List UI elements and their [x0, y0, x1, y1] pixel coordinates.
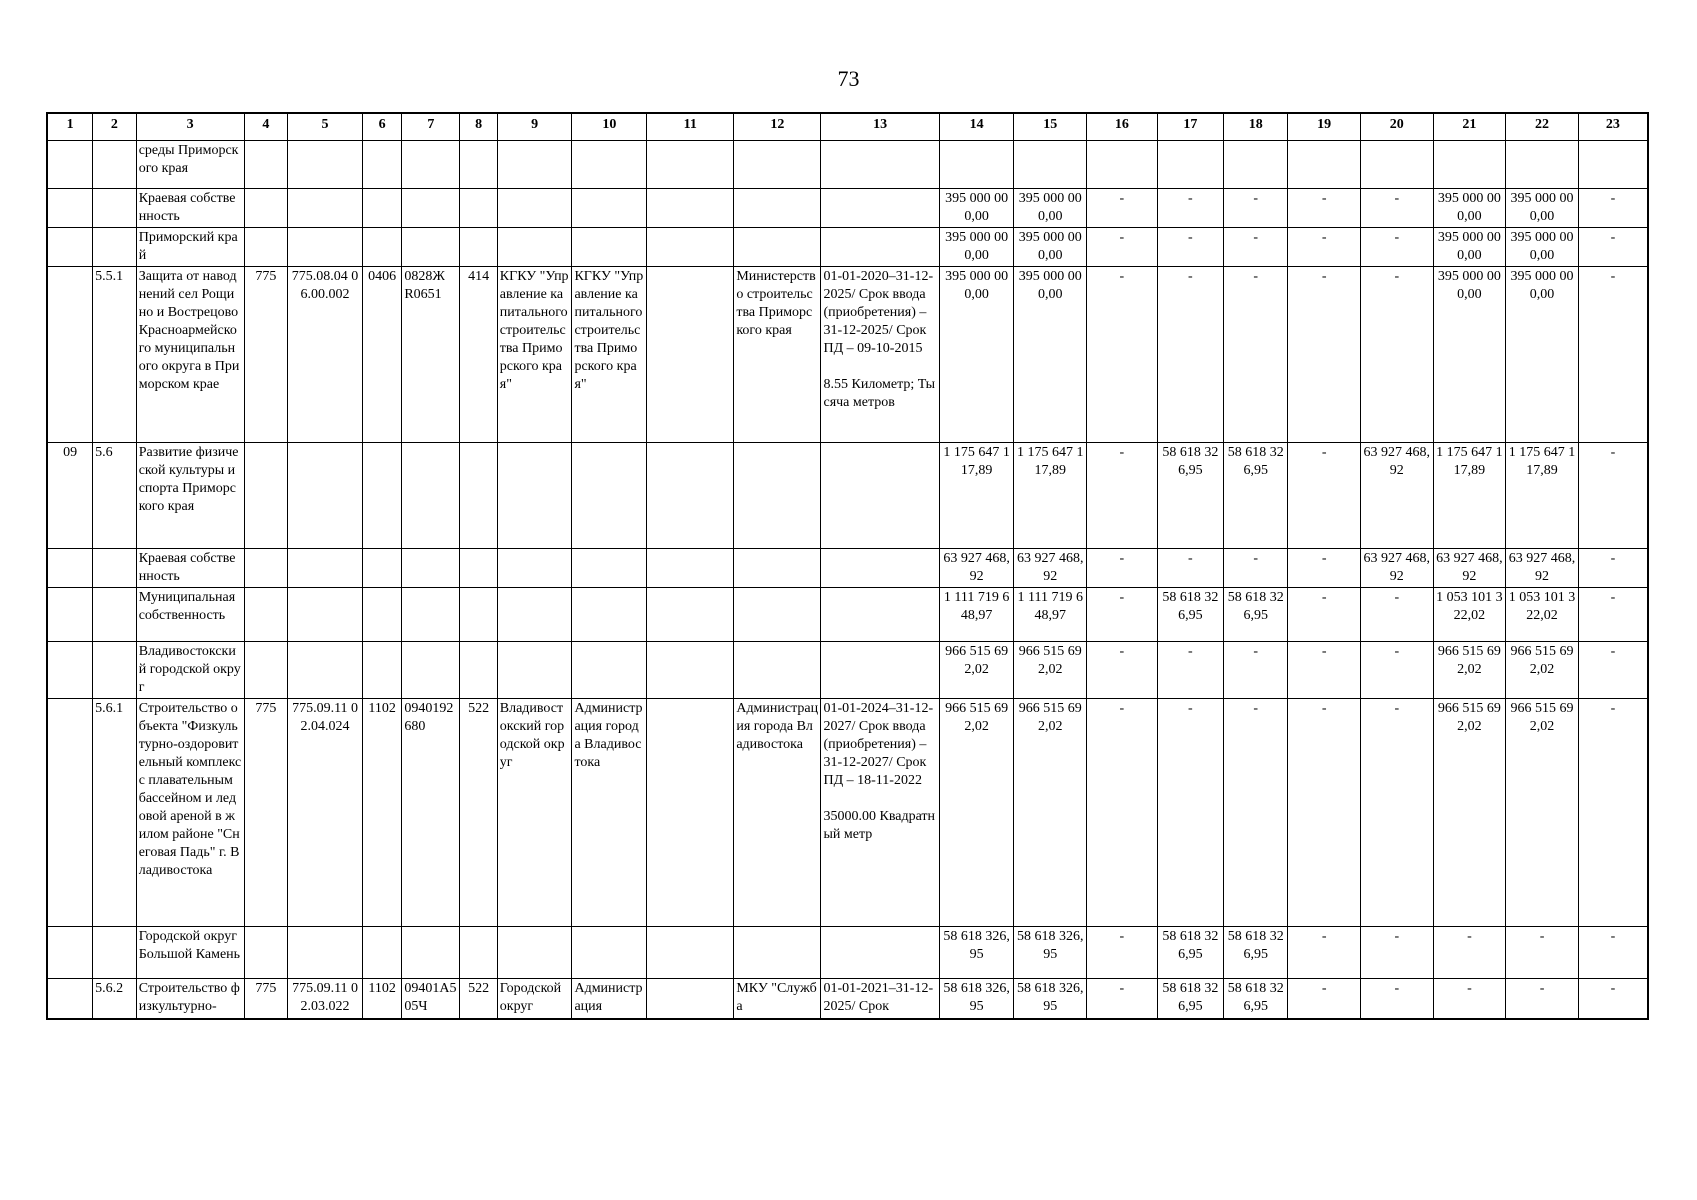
table-cell: 09401А505Ч	[402, 979, 460, 1019]
table-cell: 395 000 000,00	[1433, 228, 1506, 267]
column-header: 4	[244, 113, 288, 141]
table-cell: 522	[460, 699, 497, 927]
table-cell	[647, 699, 734, 927]
table-cell: 395 000 000,00	[1014, 228, 1087, 267]
table-cell: 1 053 101 322,02	[1506, 588, 1579, 642]
table-cell: 966 515 692,02	[1014, 699, 1087, 927]
table-cell	[362, 228, 401, 267]
table-cell: 63 927 468,92	[1506, 549, 1579, 588]
table-cell: -	[1578, 549, 1648, 588]
table-row	[47, 588, 1648, 642]
table-cell	[288, 549, 363, 588]
table-cell	[460, 588, 497, 642]
table-cell: 58 618 326,95	[1224, 443, 1288, 549]
table-cell	[402, 588, 460, 642]
table-cell	[647, 927, 734, 979]
table-cell	[497, 588, 572, 642]
table-cell	[288, 443, 363, 549]
table-cell	[362, 642, 401, 699]
budget-table	[46, 112, 1649, 1020]
table-cell: Администрация	[572, 979, 647, 1019]
table-cell	[1578, 141, 1648, 189]
table-cell	[244, 189, 288, 228]
table-cell	[647, 549, 734, 588]
table-cell	[93, 228, 137, 267]
table-cell	[647, 642, 734, 699]
table-cell: 1 175 647 117,89	[1014, 443, 1087, 549]
table-cell	[362, 549, 401, 588]
table-cell	[572, 549, 647, 588]
table-row	[47, 979, 1648, 1019]
table-cell: -	[1157, 267, 1223, 443]
table-cell	[47, 228, 93, 267]
table-cell	[93, 927, 137, 979]
column-header: 1	[47, 113, 93, 141]
table-row	[47, 699, 1648, 927]
table-cell: 395 000 000,00	[1014, 267, 1087, 443]
table-cell: 395 000 000,00	[1014, 189, 1087, 228]
table-cell	[497, 549, 572, 588]
table-cell: -	[1224, 189, 1288, 228]
table-cell: -	[1087, 588, 1158, 642]
table-row	[47, 189, 1648, 228]
table-cell	[1288, 141, 1361, 189]
table-row	[47, 549, 1648, 588]
table-cell: 63 927 468,92	[1433, 549, 1506, 588]
table-cell: 395 000 000,00	[1506, 267, 1579, 443]
table-cell: Городской округ	[497, 979, 572, 1019]
table-cell: Приморский край	[136, 228, 244, 267]
table-cell: 1 053 101 322,02	[1433, 588, 1506, 642]
table-cell	[402, 443, 460, 549]
column-header: 15	[1014, 113, 1087, 141]
table-cell	[572, 927, 647, 979]
table-cell: -	[1288, 979, 1361, 1019]
table-cell: -	[1360, 642, 1433, 699]
table-cell: 09	[47, 443, 93, 549]
table-cell: Администрация города Владивостока	[572, 699, 647, 927]
table-cell	[572, 228, 647, 267]
column-header: 3	[136, 113, 244, 141]
table-cell: -	[1578, 189, 1648, 228]
table-cell: Владивостокский городской округ	[497, 699, 572, 927]
table-cell	[497, 443, 572, 549]
table-cell: 775	[244, 979, 288, 1019]
table-cell	[734, 189, 821, 228]
table-cell: -	[1224, 228, 1288, 267]
table-cell	[288, 588, 363, 642]
table-cell	[572, 588, 647, 642]
table-cell: -	[1087, 549, 1158, 588]
table-cell	[244, 549, 288, 588]
table-cell: 775.08.04 06.00.002	[288, 267, 363, 443]
table-row	[47, 267, 1648, 443]
table-cell: среды Приморского края	[136, 141, 244, 189]
table-cell	[734, 549, 821, 588]
table-cell: Строительство физкультурно-	[136, 979, 244, 1019]
table-cell: -	[1288, 642, 1361, 699]
table-cell: -	[1506, 979, 1579, 1019]
table-header	[47, 113, 1648, 141]
column-header: 18	[1224, 113, 1288, 141]
table-cell: 414	[460, 267, 497, 443]
table-cell: 1102	[362, 699, 401, 927]
table-cell: 1 175 647 117,89	[1433, 443, 1506, 549]
table-cell	[47, 979, 93, 1019]
table-cell: 63 927 468,92	[939, 549, 1014, 588]
table-cell: 966 515 692,02	[939, 699, 1014, 927]
table-cell: -	[1087, 267, 1158, 443]
table-cell	[647, 189, 734, 228]
table-cell: -	[1157, 549, 1223, 588]
table-cell: -	[1360, 699, 1433, 927]
table-cell: 966 515 692,02	[1014, 642, 1087, 699]
column-header: 12	[734, 113, 821, 141]
table-cell: -	[1578, 267, 1648, 443]
table-cell	[460, 141, 497, 189]
table-cell: 58 618 326,95	[939, 979, 1014, 1019]
table-cell: -	[1578, 443, 1648, 549]
table-cell	[244, 642, 288, 699]
table-cell: -	[1360, 228, 1433, 267]
table-cell: 58 618 326,95	[1157, 588, 1223, 642]
table-cell	[47, 141, 93, 189]
table-cell	[460, 189, 497, 228]
table-cell: 966 515 692,02	[1506, 642, 1579, 699]
column-header: 21	[1433, 113, 1506, 141]
column-header: 2	[93, 113, 137, 141]
table-cell	[460, 443, 497, 549]
table-cell: -	[1087, 642, 1158, 699]
table-cell: Министерство строительства Приморского края	[734, 267, 821, 443]
table-cell: -	[1087, 443, 1158, 549]
table-cell: 01-01-2021–31-12-2025/ Срок	[821, 979, 939, 1019]
table-cell: 775	[244, 267, 288, 443]
table-cell: КГКУ "Управление капитального строительства Приморского края"	[497, 267, 572, 443]
table-cell	[497, 189, 572, 228]
table-cell: Краевая собственность	[136, 189, 244, 228]
table-cell	[821, 642, 939, 699]
table-cell: 395 000 000,00	[1433, 189, 1506, 228]
table-cell	[244, 141, 288, 189]
table-cell: 395 000 000,00	[939, 189, 1014, 228]
table-cell: -	[1157, 642, 1223, 699]
column-header: 14	[939, 113, 1014, 141]
table-cell	[460, 228, 497, 267]
table-cell	[402, 549, 460, 588]
table-cell	[402, 189, 460, 228]
table-cell: -	[1224, 549, 1288, 588]
column-header: 17	[1157, 113, 1223, 141]
table-cell: -	[1578, 228, 1648, 267]
table-cell: Муниципальная собственность	[136, 588, 244, 642]
table-cell: КГКУ "Управление капитального строительства Приморского края"	[572, 267, 647, 443]
table-cell	[821, 588, 939, 642]
table-cell: 58 618 326,95	[939, 927, 1014, 979]
table-cell: -	[1087, 189, 1158, 228]
column-header: 13	[821, 113, 939, 141]
table-cell	[572, 141, 647, 189]
table-cell: 58 618 326,95	[1224, 979, 1288, 1019]
table-cell: -	[1433, 979, 1506, 1019]
table-cell: Владивостокский городской округ	[136, 642, 244, 699]
table-cell: МКУ "Служба	[734, 979, 821, 1019]
table-cell	[244, 588, 288, 642]
table-cell: Развитие физической культуры и спорта Приморского края	[136, 443, 244, 549]
table-cell: -	[1087, 979, 1158, 1019]
table-cell	[288, 189, 363, 228]
table-cell	[402, 228, 460, 267]
table-cell: 58 618 326,95	[1157, 443, 1223, 549]
header-row	[47, 113, 1648, 141]
table-cell: 63 927 468,92	[1014, 549, 1087, 588]
table-cell	[362, 141, 401, 189]
table-cell: -	[1288, 267, 1361, 443]
table-cell	[93, 141, 137, 189]
table-cell: -	[1087, 699, 1158, 927]
table-cell	[647, 979, 734, 1019]
table-cell	[47, 549, 93, 588]
table-cell	[497, 228, 572, 267]
table-cell: -	[1157, 189, 1223, 228]
table-cell	[734, 588, 821, 642]
table-cell: Краевая собственность	[136, 549, 244, 588]
table-cell: Защита от наводнений сел Рощино и Вострецово Красноармейского муниципального округа в Приморском крае	[136, 267, 244, 443]
table-cell: -	[1288, 189, 1361, 228]
table-cell	[572, 189, 647, 228]
table-cell	[734, 443, 821, 549]
table-cell	[1087, 141, 1158, 189]
table-cell	[821, 443, 939, 549]
table-cell: 58 618 326,95	[1157, 927, 1223, 979]
table-body	[47, 141, 1648, 1019]
table-cell	[47, 267, 93, 443]
table-cell	[734, 927, 821, 979]
table-cell: -	[1360, 189, 1433, 228]
column-header: 16	[1087, 113, 1158, 141]
table-row	[47, 141, 1648, 189]
table-cell: 395 000 000,00	[939, 228, 1014, 267]
table-cell: 0406	[362, 267, 401, 443]
table-cell	[47, 588, 93, 642]
table-cell: -	[1288, 699, 1361, 927]
table-cell: -	[1578, 927, 1648, 979]
table-cell: -	[1087, 927, 1158, 979]
table-cell: -	[1578, 699, 1648, 927]
table-cell: -	[1360, 267, 1433, 443]
table-cell: -	[1288, 228, 1361, 267]
table-cell: -	[1288, 549, 1361, 588]
table-cell	[647, 443, 734, 549]
table-cell: 1 111 719 648,97	[939, 588, 1014, 642]
column-header: 10	[572, 113, 647, 141]
table-cell	[821, 927, 939, 979]
table-cell: -	[1224, 699, 1288, 927]
table-row	[47, 642, 1648, 699]
table-cell: 5.6	[93, 443, 137, 549]
table-cell: -	[1087, 228, 1158, 267]
table-cell: -	[1288, 927, 1361, 979]
table-cell: 58 618 326,95	[1157, 979, 1223, 1019]
table-cell: 1 111 719 648,97	[1014, 588, 1087, 642]
table-cell	[47, 642, 93, 699]
table-cell: 775.09.11 02.03.022	[288, 979, 363, 1019]
table-cell: 63 927 468,92	[1360, 549, 1433, 588]
table-cell	[362, 588, 401, 642]
table-cell: -	[1360, 927, 1433, 979]
table-cell	[288, 642, 363, 699]
table-cell	[497, 927, 572, 979]
table-cell	[647, 141, 734, 189]
table-cell	[1360, 141, 1433, 189]
table-cell: -	[1157, 699, 1223, 927]
table-cell: 01-01-2020–31-12-2025/ Срок ввода (приобретения) – 31-12-2025/ Срок ПД – 09-10-2015 8.55 Километр; Тысяча метров	[821, 267, 939, 443]
table-cell	[288, 141, 363, 189]
column-header: 7	[402, 113, 460, 141]
table-cell	[1224, 141, 1288, 189]
table-cell	[1157, 141, 1223, 189]
table-cell: 5.6.2	[93, 979, 137, 1019]
table-cell	[647, 267, 734, 443]
table-cell: -	[1360, 979, 1433, 1019]
table-cell: -	[1157, 228, 1223, 267]
table-cell	[572, 443, 647, 549]
table-cell: -	[1224, 642, 1288, 699]
table-cell	[244, 927, 288, 979]
table-cell	[734, 228, 821, 267]
table-cell	[93, 189, 137, 228]
table-cell: Строительство объекта "Физкультурно-оздоровительный комплекс с плавательным бассейном и ледовой ареной в жилом районе "Снеговая Падь" г. Владивостока	[136, 699, 244, 927]
table-cell: -	[1578, 588, 1648, 642]
table-cell: 5.5.1	[93, 267, 137, 443]
table-cell	[572, 642, 647, 699]
table-cell: 522	[460, 979, 497, 1019]
table-cell	[460, 642, 497, 699]
table-cell: 01-01-2024–31-12-2027/ Срок ввода (приобретения) – 31-12-2027/ Срок ПД – 18-11-2022 35000.00 Квадратный метр	[821, 699, 939, 927]
table-cell	[93, 642, 137, 699]
table-cell	[244, 228, 288, 267]
table-cell: 63 927 468,92	[1360, 443, 1433, 549]
column-header: 11	[647, 113, 734, 141]
table-row	[47, 443, 1648, 549]
table-cell: -	[1360, 588, 1433, 642]
table-cell: 395 000 000,00	[1433, 267, 1506, 443]
table-cell: 966 515 692,02	[939, 642, 1014, 699]
table-cell: 966 515 692,02	[1433, 642, 1506, 699]
table-cell: -	[1578, 979, 1648, 1019]
table-cell: Администрация города Владивостока	[734, 699, 821, 927]
table-cell	[47, 927, 93, 979]
table-cell	[647, 588, 734, 642]
table-cell	[734, 642, 821, 699]
table-cell: 58 618 326,95	[1014, 979, 1087, 1019]
table-cell	[1433, 141, 1506, 189]
table-cell: 1102	[362, 979, 401, 1019]
table-row	[47, 927, 1648, 979]
table-cell: -	[1288, 443, 1361, 549]
table-cell	[47, 699, 93, 927]
table-cell	[460, 927, 497, 979]
table-cell: 0828Ж R0651	[402, 267, 460, 443]
table-cell	[402, 927, 460, 979]
table-cell	[362, 927, 401, 979]
table-cell	[244, 443, 288, 549]
table-cell	[939, 141, 1014, 189]
table-cell: 775	[244, 699, 288, 927]
table-cell	[1506, 141, 1579, 189]
column-header: 20	[1360, 113, 1433, 141]
column-header: 22	[1506, 113, 1579, 141]
column-header: 6	[362, 113, 401, 141]
table-cell	[402, 141, 460, 189]
table-cell	[647, 228, 734, 267]
table-cell: 775.09.11 02.04.024	[288, 699, 363, 927]
table-cell	[821, 189, 939, 228]
table-cell	[93, 588, 137, 642]
table-cell: 966 515 692,02	[1433, 699, 1506, 927]
table-cell: -	[1224, 267, 1288, 443]
table-cell	[460, 549, 497, 588]
table-cell: -	[1578, 642, 1648, 699]
table-cell: 1 175 647 117,89	[939, 443, 1014, 549]
table-cell	[288, 228, 363, 267]
table-cell: 58 618 326,95	[1014, 927, 1087, 979]
table-cell: 58 618 326,95	[1224, 588, 1288, 642]
column-header: 19	[1288, 113, 1361, 141]
table-cell	[362, 189, 401, 228]
table-cell	[47, 189, 93, 228]
table-cell	[1014, 141, 1087, 189]
table-cell	[821, 228, 939, 267]
table-cell: -	[1506, 927, 1579, 979]
table-cell	[497, 141, 572, 189]
table-row	[47, 228, 1648, 267]
table-cell	[402, 642, 460, 699]
table-cell	[821, 549, 939, 588]
table-cell: 395 000 000,00	[939, 267, 1014, 443]
table-cell	[288, 927, 363, 979]
page-number: 73	[837, 66, 860, 91]
column-header: 5	[288, 113, 363, 141]
table-cell	[497, 642, 572, 699]
column-header: 23	[1578, 113, 1648, 141]
column-header: 9	[497, 113, 572, 141]
table-cell	[821, 141, 939, 189]
table-cell	[362, 443, 401, 549]
table-cell: 0940192680	[402, 699, 460, 927]
table-cell: 58 618 326,95	[1224, 927, 1288, 979]
table-cell: 395 000 000,00	[1506, 228, 1579, 267]
table-cell: -	[1288, 588, 1361, 642]
table-cell	[734, 141, 821, 189]
table-cell: Городской округ Большой Камень	[136, 927, 244, 979]
table-cell: 395 000 000,00	[1506, 189, 1579, 228]
table-cell: 5.6.1	[93, 699, 137, 927]
table-cell	[93, 549, 137, 588]
column-header: 8	[460, 113, 497, 141]
table-cell: 1 175 647 117,89	[1506, 443, 1579, 549]
table-cell: 966 515 692,02	[1506, 699, 1579, 927]
table-cell: -	[1433, 927, 1506, 979]
